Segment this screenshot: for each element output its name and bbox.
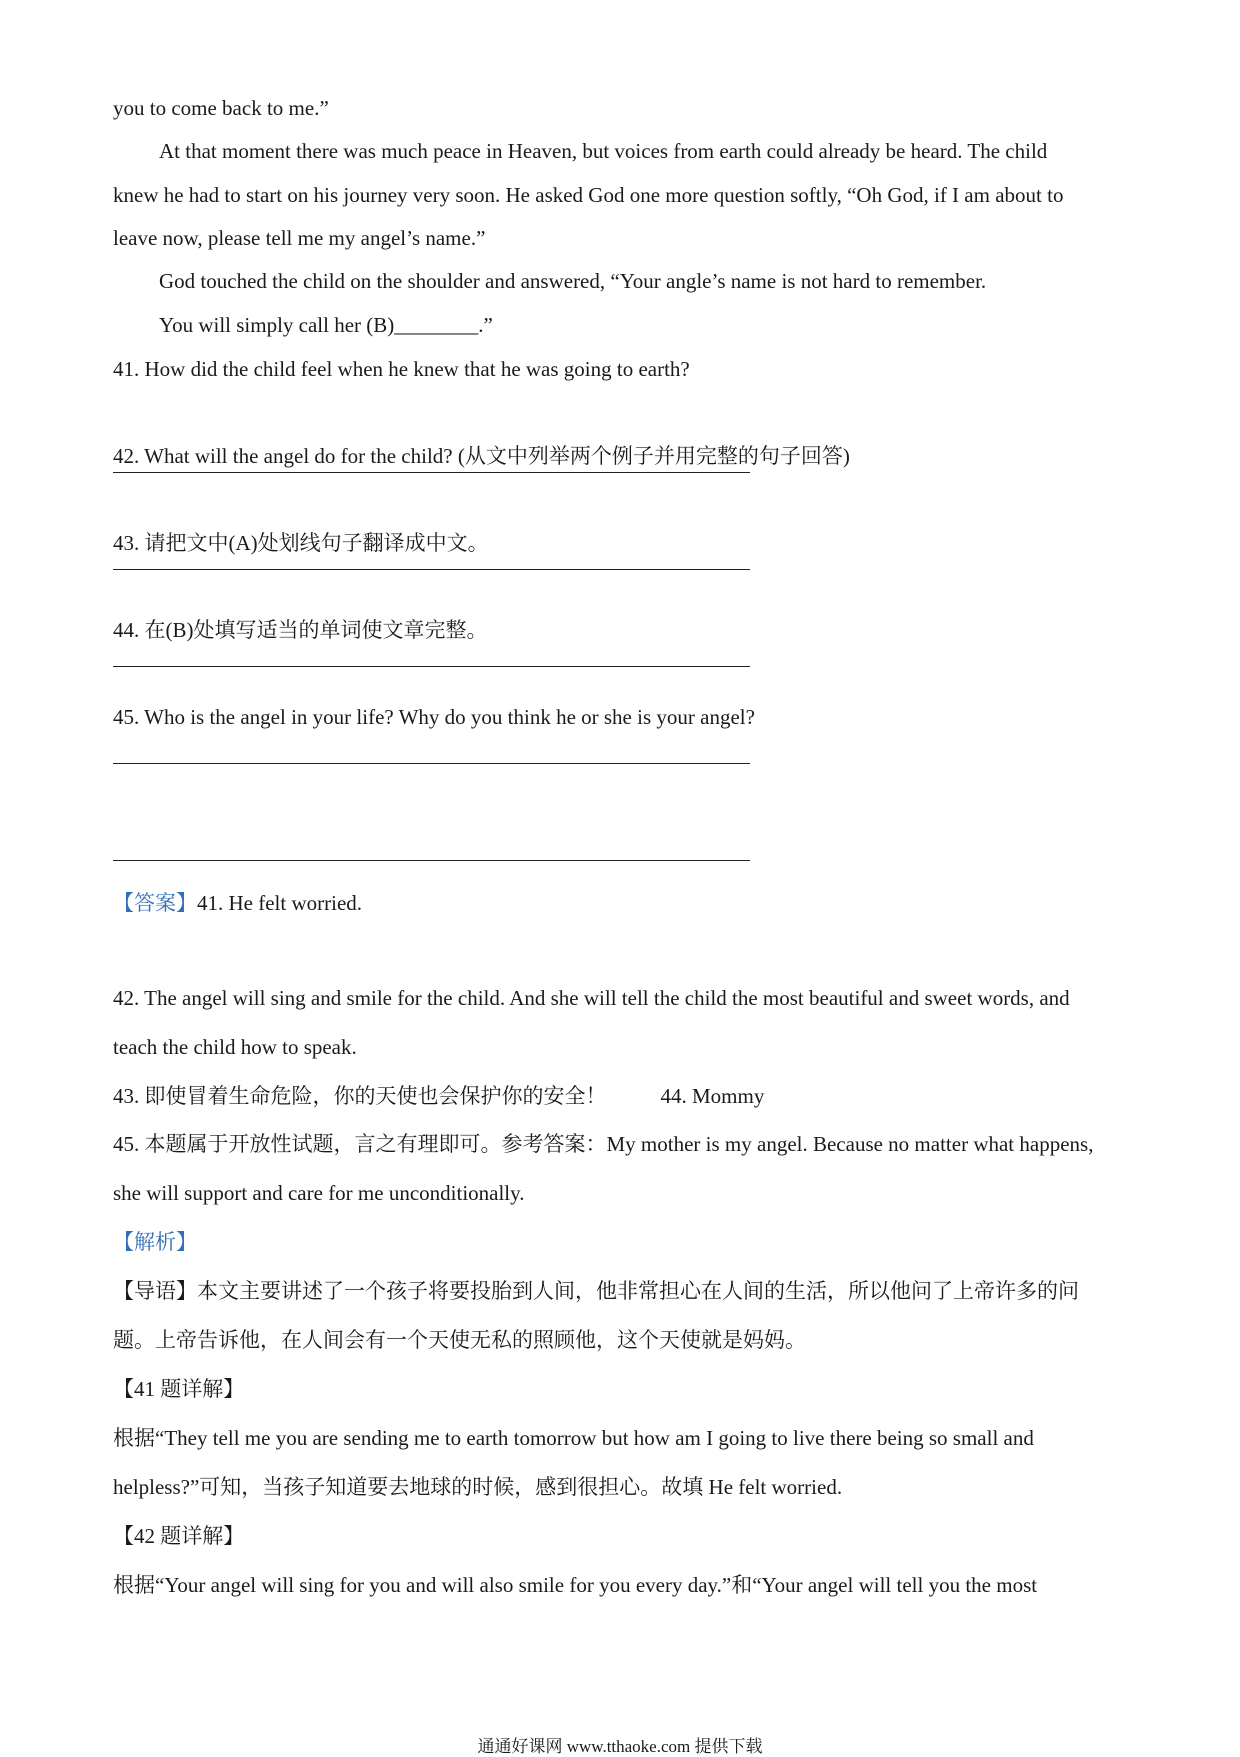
analysis-intro-cont: 题。上帝告诉他，在人间会有一个天使无私的照顾他，这个天使就是妈妈。 (113, 1328, 806, 1352)
analysis-intro: 【导语】本文主要讲述了一个孩子将要投胎到人间，他非常担心在人间的生活，所以他问了上帝许多的问 (113, 1279, 1079, 1303)
passage-line: you to come back to me.” (113, 96, 329, 120)
page-footer: 通通好课网 www.tthaoke.com 提供下载 (477, 1737, 763, 1756)
answer-44: 44. Mommy (660, 1084, 765, 1108)
answer-45: 45. 本题属于开放性试题，言之有理即可。参考答案：My mother is my angel. Because no matter what happens, (113, 1132, 1094, 1156)
answer-42: 42. The angel will sing and smile for the child. And she will tell the child the most beautiful and sweet words, and (113, 986, 1070, 1010)
answer-blank-line[interactable] (113, 472, 750, 473)
question-43: 43. 请把文中(A)处划线句子翻译成中文。 (113, 531, 489, 555)
detail-41-heading: 【41 题详解】 (113, 1377, 245, 1401)
answer-42-cont: teach the child how to speak. (113, 1035, 357, 1059)
answer-41-row (113, 890, 362, 916)
answer-blank-line[interactable] (113, 860, 750, 861)
detail-41-text: 根据“They tell me you are sending me to earth tomorrow but how am I going to live there being so small and (113, 1426, 1034, 1450)
question-45: 45. Who is the angel in your life? Why do you think he or she is your angel? (113, 705, 755, 729)
detail-42-text: 根据“Your angel will sing for you and will also smile for you every day.”和“Your angel will tell you the most (113, 1573, 1038, 1597)
passage-line: knew he had to start on his journey very soon. He asked God one more question softly, “Oh God, if I am about to (113, 183, 1064, 207)
answer-43: 43. 即使冒着生命危险，你的天使也会保护你的安全！ (113, 1084, 607, 1108)
question-42: 42. What will the angel do for the child? (从文中列举两个例子并用完整的句子回答) (113, 444, 850, 468)
answer-blank-line[interactable] (113, 569, 750, 570)
detail-42-heading: 【42 题详解】 (113, 1524, 245, 1548)
passage-line: You will simply call her (B)________.” (159, 313, 493, 337)
passage-line: God touched the child on the shoulder and answered, “Your angle’s name is not hard to remember. (159, 269, 987, 293)
answer-blank-line[interactable] (113, 763, 750, 764)
answer-41: 41. He felt worried. (197, 891, 363, 915)
analysis-label: 【解析】 (113, 1230, 197, 1254)
answer-label: 【答案】 (113, 891, 197, 915)
answer-43-44-row (113, 1083, 764, 1109)
question-44: 44. 在(B)处填写适当的单词使文章完整。 (113, 618, 488, 642)
question-41: 41. How did the child feel when he knew that he was going to earth? (113, 357, 690, 381)
answer-45-cont: she will support and care for me unconditionally. (113, 1181, 525, 1205)
answer-blank-line[interactable] (113, 666, 750, 667)
passage-line: leave now, please tell me my angel’s name.” (113, 226, 486, 250)
passage-line: At that moment there was much peace in Heaven, but voices from earth could already be heard. The child (159, 139, 1048, 163)
detail-41-text-cont: helpless?”可知，当孩子知道要去地球的时候，感到很担心。故填 He felt worried. (113, 1475, 843, 1499)
